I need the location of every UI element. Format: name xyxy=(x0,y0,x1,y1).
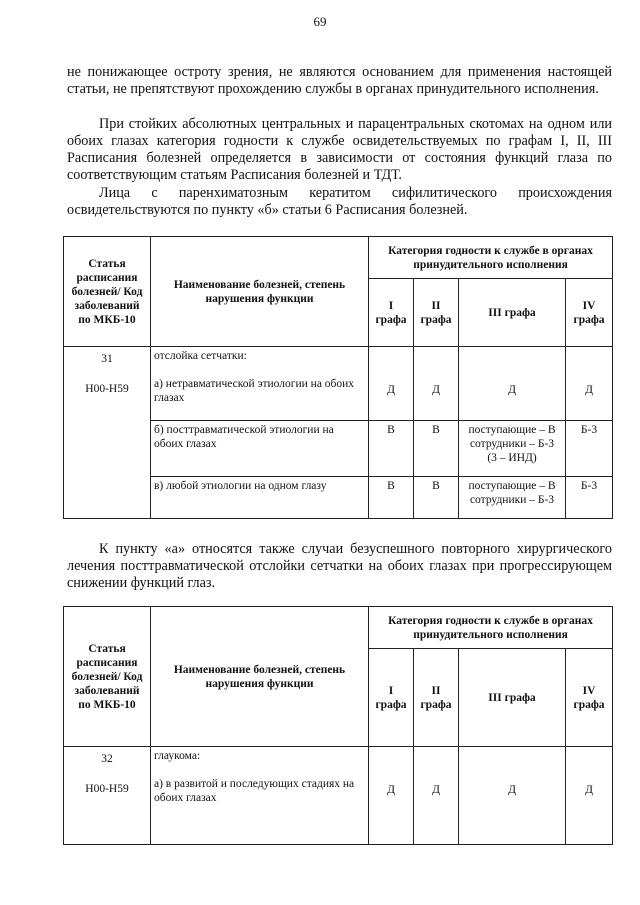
paragraph-3: Лица с паренхиматозным кератитом сифилитического происхождения освидетельствуются по пункту «б» статьи 6 Расписания болезней. xyxy=(67,185,612,218)
header-col4: IV графа xyxy=(566,279,613,347)
grade-col4: Д xyxy=(566,347,613,421)
header-col4: IV графа xyxy=(566,649,613,747)
article-code: H00-H59 xyxy=(85,783,129,795)
header-category: Категория годности к службе в органах принудительного исполнения xyxy=(369,607,613,649)
disease-title: глаукома: xyxy=(154,750,201,762)
grade-line: сотрудники – Б-3 xyxy=(469,494,555,506)
grade-col3 xyxy=(459,477,566,519)
table-article-31 xyxy=(63,236,613,519)
grade-line: поступающие – В xyxy=(468,480,556,492)
disease-name: а) в развитой и последующих стадиях на обоих глазах xyxy=(154,778,355,804)
header-article: Статья расписания болезней/ Код заболеваний по МКБ-10 xyxy=(64,237,151,347)
grade-col2: Д xyxy=(414,747,459,845)
grade-col1: Д xyxy=(369,347,414,421)
disease-name: в) любой этиологии на одном глазу xyxy=(151,477,369,519)
disease-cell xyxy=(151,747,369,845)
grade-line: (3 – ИНД) xyxy=(487,452,537,464)
table-article-32 xyxy=(63,606,613,845)
grade-col3: Д xyxy=(459,347,566,421)
header-col3: III графа xyxy=(459,279,566,347)
article-code: H00-H59 xyxy=(85,383,129,395)
table-row xyxy=(64,347,613,421)
header-col1: I графа xyxy=(369,649,414,747)
article-cell xyxy=(64,347,151,519)
grade-col2: В xyxy=(414,421,459,477)
header-col1: I графа xyxy=(369,279,414,347)
grade-col4: Б-3 xyxy=(566,477,613,519)
header-disease: Наименование болезней, степень нарушения функции xyxy=(151,607,369,747)
article-number: 32 xyxy=(101,753,113,765)
grade-col1: Д xyxy=(369,747,414,845)
header-col2: II графа xyxy=(414,649,459,747)
grade-col2: В xyxy=(414,477,459,519)
grade-line: сотрудники – Б-3 xyxy=(469,438,555,450)
grade-col4: Б-3 xyxy=(566,421,613,477)
table-row xyxy=(64,747,613,845)
grade-col1: В xyxy=(369,477,414,519)
grade-col3: Д xyxy=(459,747,566,845)
disease-cell xyxy=(151,347,369,421)
page-number: 69 xyxy=(313,14,327,29)
grade-col4: Д xyxy=(566,747,613,845)
paragraph-1: не понижающее остроту зрения, не являются основанием для применения настоящей статьи, не препятствуют прохождению службы в органах принудительного исполнения. xyxy=(67,64,612,97)
header-col2: II графа xyxy=(414,279,459,347)
header-article: Статья расписания болезней/ Код заболеваний по МКБ-10 xyxy=(64,607,151,747)
disease-name: б) посттравматической этиологии на обоих глазах xyxy=(151,421,369,477)
header-category: Категория годности к службе в органах принудительного исполнения xyxy=(369,237,613,279)
header-disease: Наименование болезней, степень нарушения функции xyxy=(151,237,369,347)
disease-title: отслойка сетчатки: xyxy=(154,350,247,362)
disease-name: а) нетравматической этиологии на обоих глазах xyxy=(154,378,355,404)
header-col3: III графа xyxy=(459,649,566,747)
paragraph-2: При стойких абсолютных центральных и парацентральных скотомах на одном или обоих глазах категория годности к службе освидетельствуемых по графам I, II, III Расписания болезней определяется в зависимости от состояния функций глаза по соответствующим статьям Расписания болезней и ТДТ. xyxy=(67,116,612,183)
grade-col1: В xyxy=(369,421,414,477)
article-number: 31 xyxy=(101,353,113,365)
grade-line: поступающие – В xyxy=(468,424,556,436)
grade-col2: Д xyxy=(414,347,459,421)
article-cell xyxy=(64,747,151,845)
paragraph-4: К пункту «а» относятся также случаи безуспешного повторного хирургического лечения посттравматической отслойки сетчатки на обоих глазах при прогрессирующем снижении функций глаз. xyxy=(67,541,612,591)
grade-col3 xyxy=(459,421,566,477)
